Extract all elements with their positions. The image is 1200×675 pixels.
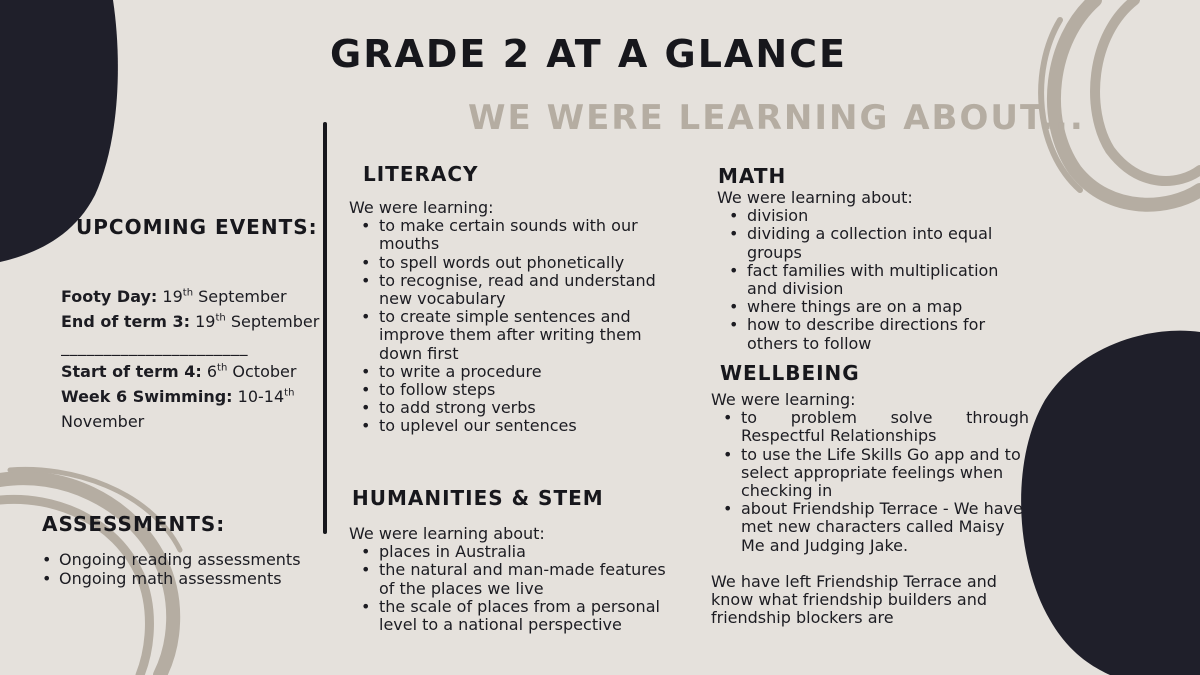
vertical-divider <box>323 122 327 534</box>
upcoming-events-heading: UPCOMING EVENTS: <box>76 215 318 239</box>
list-item: • how to describe directions for others to follow <box>717 316 1027 352</box>
list-item: • about Friendship Terrace - We have met new characters called Maisy Me and Judging Jake. <box>711 500 1029 555</box>
humanities-intro: We were learning about: <box>349 524 545 543</box>
humanities-section <box>349 525 669 634</box>
upcoming-events-list <box>61 284 323 434</box>
list-item: • division <box>717 207 1027 225</box>
math-heading: MATH <box>718 164 787 188</box>
literacy-intro: We were learning: <box>349 198 494 217</box>
list-item: • Ongoing math assessments <box>22 570 322 589</box>
list-item: • to write a procedure <box>349 363 669 381</box>
wellbeing-heading: WELLBEING <box>720 361 860 385</box>
assessments-heading: ASSESSMENTS: <box>42 512 226 536</box>
wellbeing-intro: We were learning: <box>711 390 856 409</box>
event-item: End of term 3: 19th September <box>61 312 320 331</box>
event-item: Footy Day: 19th September <box>61 287 287 306</box>
events-divider: ______________________ <box>61 337 248 356</box>
wellbeing-section <box>711 391 1029 627</box>
humanities-heading: HUMANITIES & STEM <box>352 486 604 510</box>
list-item: • to problem solve through Respectful Relationships <box>711 409 1029 445</box>
math-intro: We were learning about: <box>717 188 913 207</box>
list-item: • places in Australia <box>349 543 669 561</box>
list-item: • dividing a collection into equal groups <box>717 225 1027 261</box>
assessments-list <box>22 551 322 588</box>
list-item: • Ongoing reading assessments <box>22 551 322 570</box>
list-item: • to create simple sentences and improve them after writing them down first <box>349 308 669 363</box>
list-item: • to follow steps <box>349 381 669 399</box>
dark-blob-bottom-right <box>1021 331 1200 675</box>
event-item: Week 6 Swimming: 10-14th November <box>61 387 295 431</box>
list-item: • fact families with multiplication and division <box>717 262 1027 298</box>
list-item: • to uplevel our sentences <box>349 417 669 435</box>
wellbeing-closing: We have left Friendship Terrace and know what friendship builders and friendship blockers are <box>711 571 997 628</box>
literacy-section <box>349 199 669 436</box>
list-item: • to spell words out phonetically <box>349 254 669 272</box>
list-item: • the natural and man-made features of the places we live <box>349 561 669 597</box>
list-item: • to recognise, read and understand new vocabulary <box>349 272 669 308</box>
math-section <box>717 189 1027 353</box>
list-item: • to make certain sounds with our mouths <box>349 217 669 253</box>
literacy-heading: LITERACY <box>363 162 479 186</box>
page-title: GRADE 2 AT A GLANCE <box>330 32 847 76</box>
list-item: • where things are on a map <box>717 298 1027 316</box>
list-item: • the scale of places from a personal level to a national perspective <box>349 598 669 634</box>
page-subtitle: WE WERE LEARNING ABOUT... <box>468 98 1085 138</box>
list-item: • to add strong verbs <box>349 399 669 417</box>
event-item: Start of term 4: 6th October <box>61 362 297 381</box>
list-item: • to use the Life Skills Go app and to select appropriate feelings when checking in <box>711 446 1029 501</box>
